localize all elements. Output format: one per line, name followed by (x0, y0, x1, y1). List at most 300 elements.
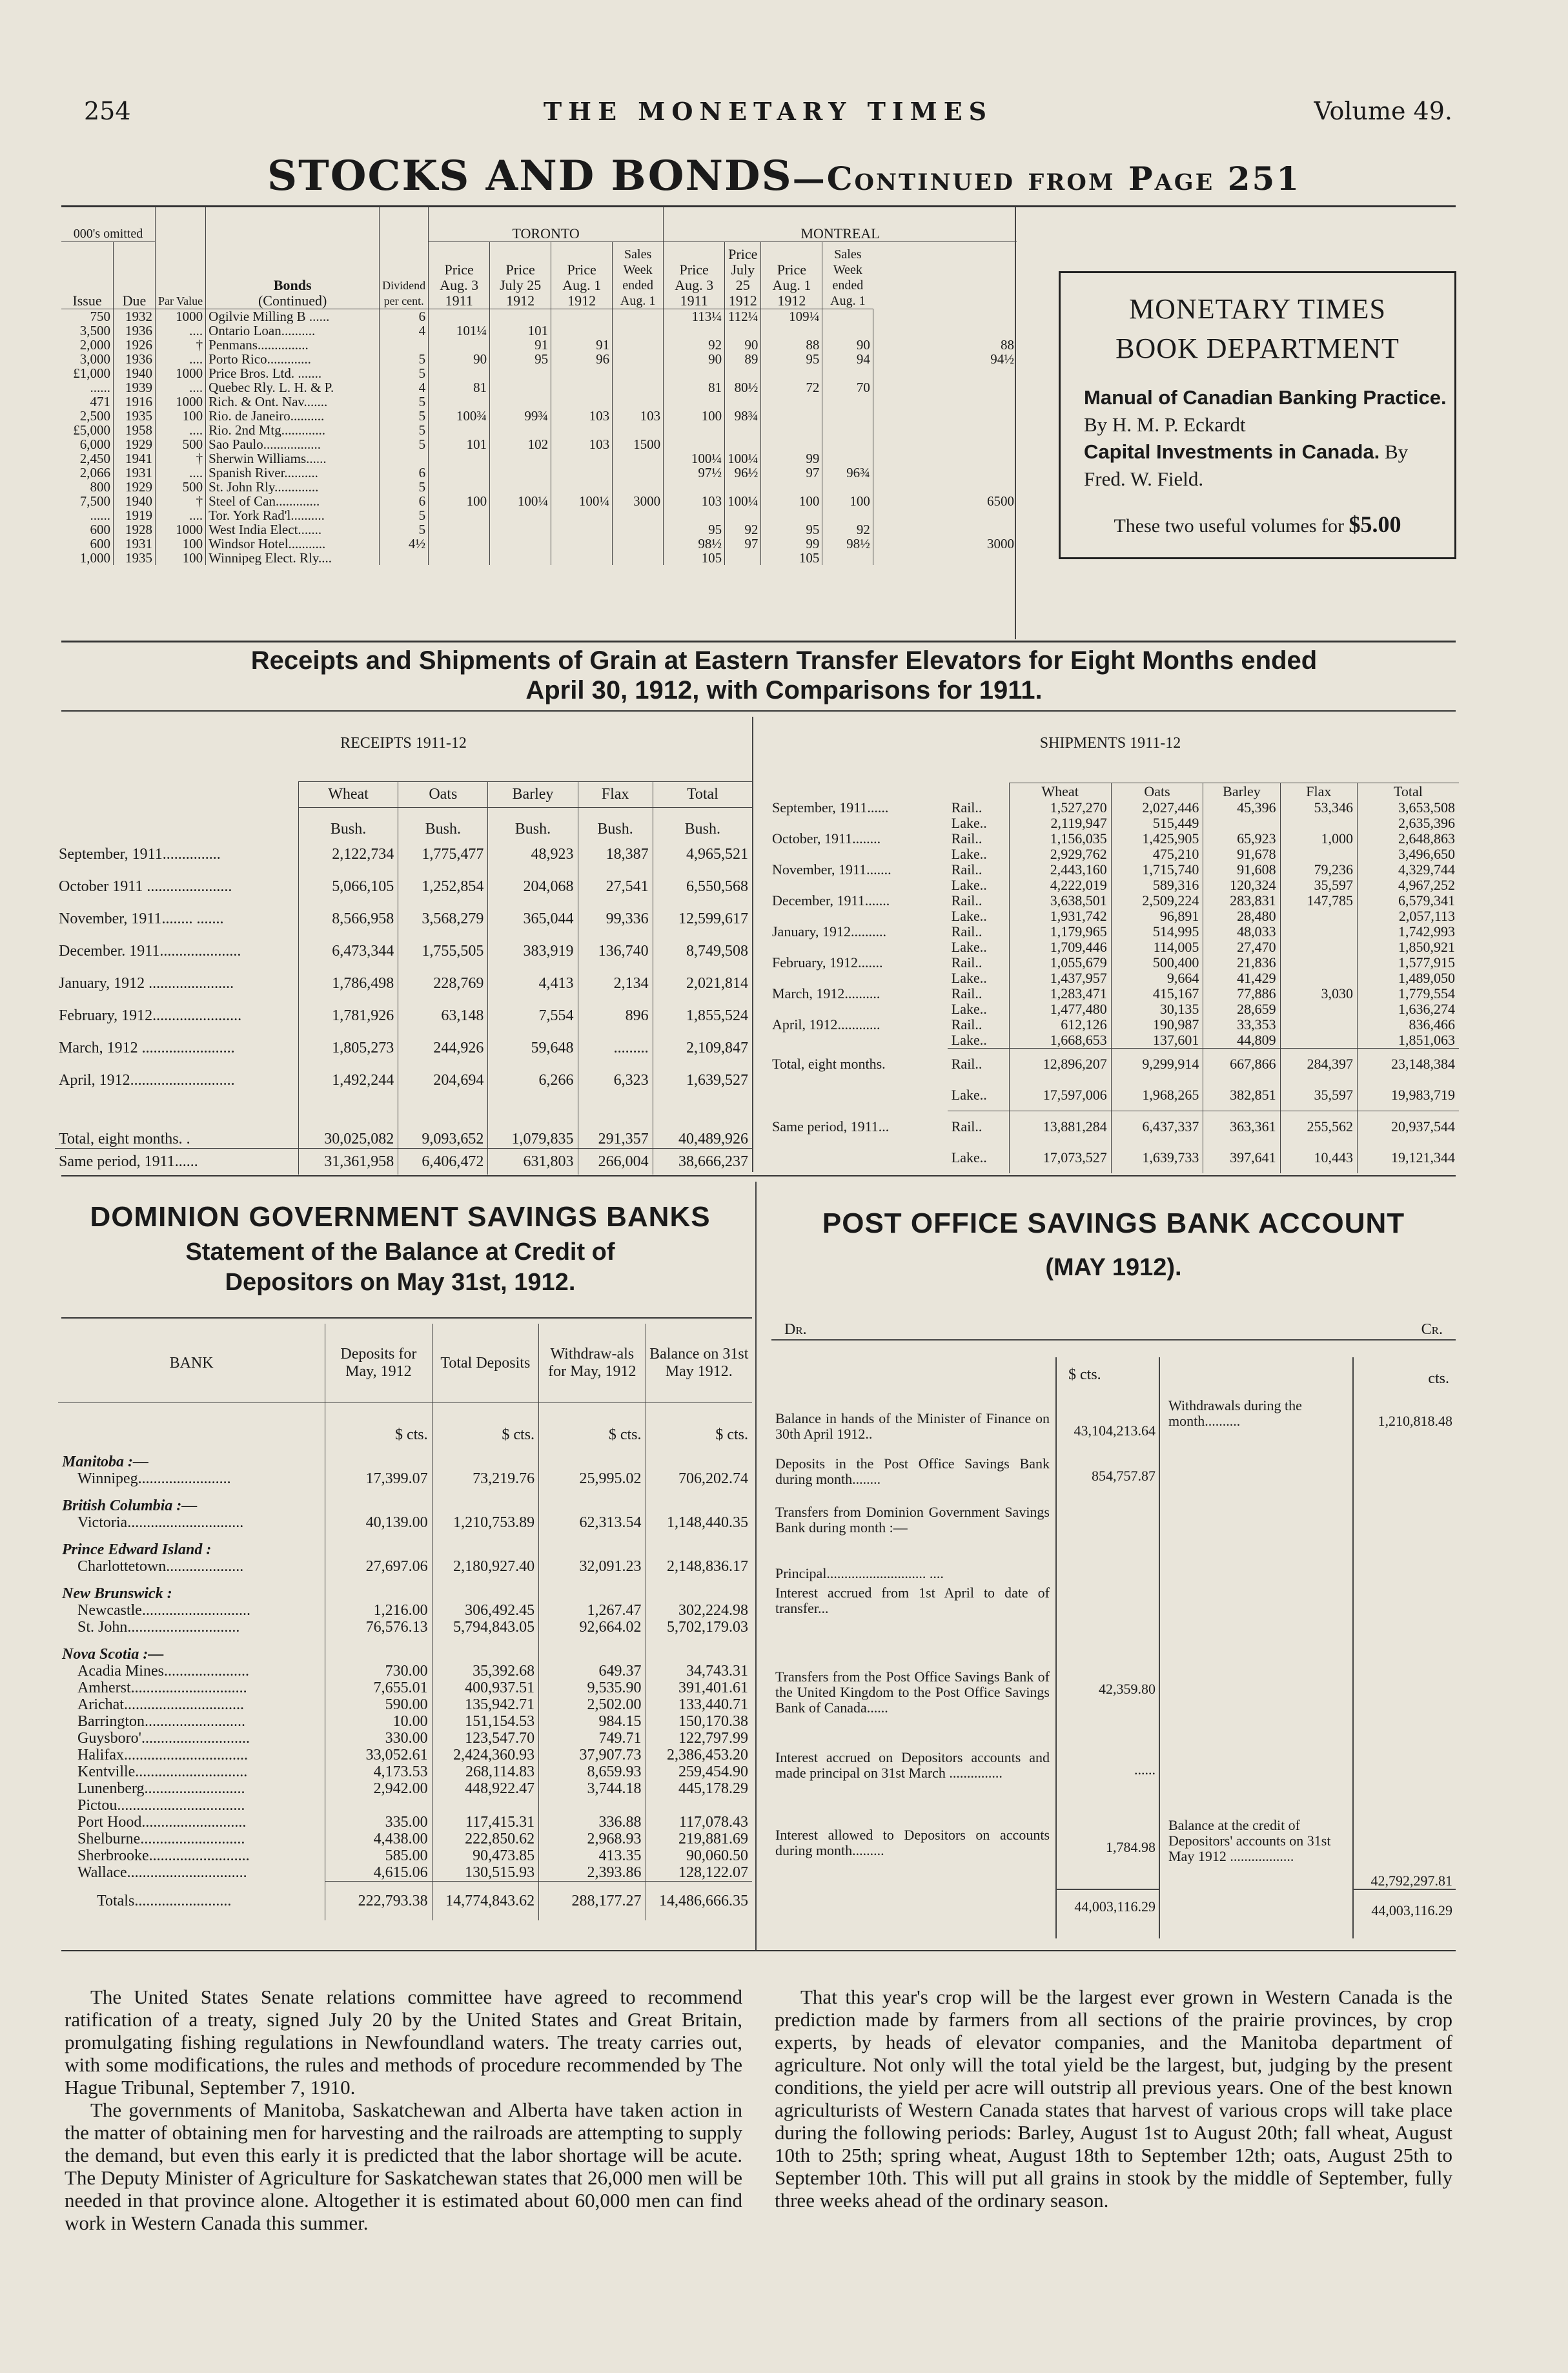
table-cell (490, 480, 551, 494)
dr-label: Dr. (784, 1321, 807, 1338)
table-cell (551, 466, 613, 480)
table-cell: 94 (822, 352, 873, 366)
table-cell: 130,515.93 (432, 1864, 538, 1882)
receipts-col-0: Wheat (298, 782, 398, 808)
table-cell (725, 480, 761, 494)
montreal-price-4: Price Aug. 1 1912 (761, 241, 822, 309)
table-cell: 3,000 (79, 351, 110, 366)
table-cell: 5 (380, 395, 429, 409)
table-cell: 103 (551, 437, 613, 451)
table-cell: 5 (380, 352, 429, 366)
stocks-right-rule (1015, 207, 1016, 639)
table-cell: 98½ (822, 537, 873, 551)
table-row (61, 338, 1017, 352)
shipments-table (768, 783, 1459, 1173)
paragraph: The United States Senate relations committee have agreed to recommend ratification of a treaty, signed July 20 by the United States and Great Britain, promulgating fishing regulations in Newfoundland waters. The treaty carries out, with some modifications, the rules and methods of procedure recommended by The Hague Tribunal, September 7, 1910. (65, 1986, 742, 2099)
table-cell (1280, 940, 1357, 955)
table-cell: 1,715,740 (1111, 862, 1203, 878)
post-item: Interest accrued on Depositors accounts and made principal on 31st March ............... (775, 1749, 1050, 1781)
table-cell: 101¼ (429, 324, 490, 338)
bank-name: Victoria.............................. (77, 1514, 244, 1531)
table-cell: 100 (761, 494, 822, 508)
table-cell: 113¼ (664, 309, 725, 324)
table-cell: 81 (429, 380, 490, 395)
table-cell: 6 (380, 309, 429, 324)
table-cell: 1929 (114, 480, 156, 494)
table-cell: 2,509,224 (1111, 893, 1203, 909)
table-cell (664, 366, 725, 380)
table-cell: 100¼ (551, 494, 613, 508)
issue-header: Issue (61, 241, 114, 309)
table-cell: 90,060.50 (646, 1847, 752, 1864)
table-cell (429, 508, 490, 522)
table-cell: 1929 (114, 437, 156, 451)
table-cell: .... (156, 324, 206, 338)
receipts-col-2: Barley (488, 782, 578, 808)
table-cell: 288,177.27 (539, 1882, 646, 1920)
table-cell (490, 508, 551, 522)
table-cell: 1,805,273 (298, 1032, 398, 1064)
table-cell: 6,266 (488, 1064, 578, 1096)
savings-col-3: Withdraw-als for May, 1912 (539, 1324, 646, 1403)
bank-name: Sherbrooke.......................... (77, 1847, 250, 1864)
table-cell: Lake.. (951, 1149, 987, 1166)
toronto-price-1: Price Aug. 3 1911 (429, 241, 490, 309)
table-cell: 5,702,179.03 (646, 1619, 752, 1636)
table-cell: February, 1912....... (772, 954, 883, 971)
table-cell (768, 847, 948, 862)
table-cell: Ontario Loan.......... (206, 324, 380, 338)
table-cell: 4,438.00 (325, 1831, 432, 1847)
bank-name: Shelburne........................... (77, 1831, 245, 1847)
table-cell: 136,740 (578, 935, 653, 967)
bank-name: Guysboro'............................ (77, 1730, 250, 1747)
table-cell (873, 451, 1017, 466)
table-cell: 5 (380, 437, 429, 451)
table-cell (873, 395, 1017, 409)
table-cell: 117,078.43 (646, 1814, 752, 1831)
table-cell: 89 (725, 352, 761, 366)
table-cell: 100 (156, 409, 206, 423)
table-cell: October 1911 ...................... (59, 878, 232, 895)
table-cell (822, 437, 873, 451)
table-cell: 3000 (613, 494, 664, 508)
table-row (768, 1142, 1459, 1173)
table-cell (613, 338, 664, 352)
province-label: New Brunswick : (62, 1585, 172, 1602)
province-label: Nova Scotia :— (62, 1646, 164, 1663)
table-cell: 103 (551, 409, 613, 423)
dividend-header: Dividend per cent. (380, 207, 429, 309)
receipts-col-1: Oats (398, 782, 488, 808)
table-cell: Spanish River.......... (206, 466, 380, 480)
table-cell: 222,793.38 (325, 1882, 432, 1920)
table-cell: 3,568,279 (398, 903, 488, 935)
table-cell: March, 1912.......... (772, 985, 881, 1002)
table-cell: 32,091.23 (539, 1558, 646, 1575)
table-cell: 28,480 (1203, 909, 1280, 924)
rule-4 (61, 1175, 1456, 1176)
page-header (84, 97, 1452, 136)
table-row (58, 1696, 752, 1713)
table-cell (490, 451, 551, 466)
table-cell: 91 (490, 338, 551, 352)
table-cell: 3,744.18 (539, 1780, 646, 1797)
bank-name: Acadia Mines...................... (77, 1663, 249, 1680)
montreal-sales: Sales Week ended Aug. 1 (822, 241, 873, 309)
rule-2 (61, 641, 1456, 642)
article-left (65, 1986, 742, 2234)
table-row (61, 409, 1017, 423)
unit-right: cts. (1428, 1370, 1449, 1387)
table-cell (429, 551, 490, 565)
table-cell: 6 (380, 466, 429, 480)
table-cell (1203, 816, 1280, 831)
bonds-header: Bonds (Continued) (206, 207, 380, 309)
bank-name: Wallace............................... (77, 1864, 247, 1882)
table-row (58, 1443, 752, 1470)
table-cell: 706,202.74 (646, 1470, 752, 1487)
post-item-value: 854,757.87 (1092, 1468, 1156, 1484)
table-cell (664, 395, 725, 409)
table-cell: 73,219.76 (432, 1470, 538, 1487)
table-cell: 95 (664, 522, 725, 537)
table-cell: 17,073,527 (1009, 1142, 1111, 1173)
table-cell (664, 508, 725, 522)
book-department-ad (1059, 271, 1456, 559)
table-cell (551, 537, 613, 551)
table-cell: 90 (725, 338, 761, 352)
withdrawals-value: 1,210,818.48 (1378, 1413, 1452, 1429)
table-cell: 19,121,344 (1357, 1142, 1459, 1173)
savings-table: BANK Deposits for May, 1912 Total Deposits Withdraw-als for May, 1912 Balance on 31st May 1912. $ cts. $ cts. $ cts. $ cts. Manitoba :— Winnipeg........................ 17,399.07 73,219.76 25,995.02 706,202.74 British Columbia :— Victoria.............................. 40,139.00 1,210,753.89 62,313.54 1,148,440.35 Prince Edward Island : Charlottetown.................... 27,697.06 2,180,927.40 32,091.23 2,148,836.17 New Brunswick : Newcastle............................ 1,216.00 306,492.45 1,267.47 302,224.98 St. John............................. 76,576.13 5,794,843.05 92,664.02 5,702,179.03 Nova Scotia :— Acadia Mines...................... 730.00 35,392.68 649.37 34,743.31 Amherst.............................. 7,655.01 400,937.51 9,535.90 391,401.61 Arichat............................... 590.00 135,942.71 2,502.00 133,440.71 Barrington.......................... 10.00 151,154.53 984.15 150,170.38 Guysboro'............................ 330.00 123,547.70 749.71 122,797.99 Halifax................................ 33,052.61 2,424,360.93 37,907.73 2,386,453.20 Kentville............................. 4,173.53 268,114.83 8,659.93 259,454.90 Lunenberg.......................... 2,942.00 448,922.47 3,744.18 445,178.29 Pictou................................. Port Hood........................... 335.00 117,415.31 336.88 117,078.43 Shelburne........................... 4,438.00 222,850.62 2,968.93 219,881.69 Sherbrooke.......................... 585.00 90,473.85 413.35 90,060.50 Wallace............................... 4,615.06 130,515.93 2,393.86 128,122.07 Totals......................... 222,793.38 14,774,843.62 288,177.27 14,486,666.35 (58, 1324, 752, 1920)
table-row (55, 838, 752, 870)
table-row (768, 1080, 1459, 1111)
bank-name: Arichat............................... (77, 1696, 244, 1713)
table-cell: 92 (664, 338, 725, 352)
table-cell: 4,413 (488, 967, 578, 1000)
post-account (771, 1311, 1456, 1944)
table-cell (613, 480, 664, 494)
table-cell (613, 309, 664, 324)
table-cell: £5,000 (73, 422, 110, 437)
table-cell: 1,851,063 (1357, 1032, 1459, 1049)
left-total-rule (1057, 1889, 1159, 1890)
table-cell (490, 309, 551, 324)
table-cell: 800 (90, 479, 110, 494)
table-cell: Lake.. (951, 815, 987, 831)
table-cell: 1941 (114, 451, 156, 466)
table-cell: 1,786,498 (298, 967, 398, 1000)
table-cell (551, 423, 613, 437)
table-cell: 33,353 (1203, 1017, 1280, 1032)
table-cell (873, 423, 1017, 437)
table-cell: Lake.. (951, 1032, 987, 1048)
shipments-title: SHIPMENTS 1911-12 (1039, 735, 1181, 752)
table-cell: 103 (613, 409, 664, 423)
table-cell: 2,066 (79, 465, 110, 480)
post-item: Transfers from Dominion Government Savings Bank during month :— (775, 1504, 1050, 1536)
table-cell: 5 (380, 480, 429, 494)
table-cell: 1,668,653 (1009, 1032, 1111, 1049)
table-cell: 363,361 (1203, 1111, 1280, 1143)
table-cell (613, 551, 664, 565)
table-cell: 8,566,958 (298, 903, 398, 935)
table-cell: Rail.. (951, 830, 983, 847)
table-cell: 6,579,341 (1357, 893, 1459, 909)
bank-name: Barrington.......................... (77, 1713, 245, 1730)
table-cell: 80½ (725, 380, 761, 395)
post-item: Transfers from the Post Office Savings Bank of the United Kingdom to the Post Office Savings Bank of Canada...... (775, 1669, 1050, 1716)
table-cell: West India Elect....... (206, 522, 380, 537)
table-cell: 2,942.00 (325, 1780, 432, 1797)
table-cell: 1,779,554 (1357, 986, 1459, 1002)
table-row (61, 508, 1017, 522)
table-cell (725, 324, 761, 338)
table-cell: 90 (429, 352, 490, 366)
table-cell: 228,769 (398, 967, 488, 1000)
table-cell: 1,000 (1280, 831, 1357, 847)
bank-name: Halifax................................ (77, 1747, 248, 1763)
table-cell: Rich. & Ont. Nav....... (206, 395, 380, 409)
table-cell: 9,664 (1111, 971, 1203, 986)
table-cell: 984.15 (539, 1713, 646, 1730)
table-cell: 94½ (873, 352, 1017, 366)
table-cell: 20,937,544 (1357, 1111, 1459, 1143)
table-row (61, 437, 1017, 451)
table-cell: 896 (578, 1000, 653, 1032)
table-cell: .... (156, 380, 206, 395)
table-cell: Rail.. (948, 1049, 1009, 1080)
table-cell: Penmans............... (206, 338, 380, 352)
table-cell (873, 466, 1017, 480)
table-cell: ......... (578, 1032, 653, 1064)
table-cell: 9,535.90 (539, 1680, 646, 1696)
table-cell: 4,615.06 (325, 1864, 432, 1882)
section-banner (0, 152, 1568, 200)
table-cell: 99,336 (578, 903, 653, 935)
table-cell: 649.37 (539, 1663, 646, 1680)
toronto-sales: Sales Week ended Aug. 1 (613, 241, 664, 309)
table-cell: 7,500 (79, 493, 110, 508)
table-cell (613, 537, 664, 551)
table-cell: 100 (822, 494, 873, 508)
rule-5 (61, 1950, 1456, 1951)
table-row (58, 1636, 752, 1663)
table-cell: 7,655.01 (325, 1680, 432, 1696)
table-row: Same period, 1911... Rail.. 13,881,284 6,437,337 363,361 255,562 20,937,544 (768, 1111, 1459, 1143)
table-cell: 2,021,814 (653, 967, 752, 1000)
table-cell: 400,937.51 (432, 1680, 538, 1696)
table-cell (1280, 1032, 1357, 1049)
volume-label: Volume 49. (1314, 97, 1452, 125)
table-cell: 1,267.47 (539, 1602, 646, 1619)
table-cell: 4,222,019 (1009, 878, 1111, 893)
table-cell: 1,216.00 (325, 1602, 432, 1619)
table-row (61, 480, 1017, 494)
table-cell: 515,449 (1111, 816, 1203, 831)
table-cell: 109¼ (761, 309, 822, 324)
table-cell (429, 537, 490, 551)
table-cell: Lake.. (951, 1087, 987, 1103)
table-cell: 1,425,905 (1111, 831, 1203, 847)
table-cell: 76,576.13 (325, 1619, 432, 1636)
table-row (58, 1558, 752, 1575)
table-cell (1280, 847, 1357, 862)
table-cell: 95 (490, 352, 551, 366)
table-cell: 30,135 (1111, 1002, 1203, 1017)
table-cell: 90 (664, 352, 725, 366)
table-cell: 18,387 (578, 838, 653, 870)
table-cell: 41,429 (1203, 971, 1280, 986)
table-cell: Price Bros. Ltd. ....... (206, 366, 380, 380)
table-cell: 3,030 (1280, 986, 1357, 1002)
table-cell: 514,995 (1111, 924, 1203, 940)
table-cell: 100 (156, 537, 206, 551)
table-cell: 30,025,082 (298, 1096, 398, 1149)
table-cell: 1,489,050 (1357, 971, 1459, 986)
montreal-header: MONTREAL (664, 207, 1017, 241)
table-cell: 5 (380, 522, 429, 537)
table-cell (873, 508, 1017, 522)
ad-title-2: BOOK DEPARTMENT (1115, 333, 1400, 364)
table-cell: 13,881,284 (1009, 1111, 1111, 1143)
table-cell (613, 366, 664, 380)
ad-price: These two useful volumes for $5.00 (1114, 511, 1401, 537)
table-cell (768, 1002, 948, 1017)
paragraph: That this year's crop will be the largest ever grown in Western Canada is the prediction made by farmers from all sections of the prairie provinces, by crop experts, by heads of elevator companies, and the Manitoba department of agriculture. Not only will the total yield be the largest, but, judging by the present conditions, the yield per acre will outstrip all previous years. One of the best known agriculturists of Western Canada states that harvest of various crops will take place during the following periods: Barley, August 1st to August 20th; fall wheat, August 10th to 25th; spring wheat, August 18th to September 12th; oats, August 25th to September 10th. This will put all grains in stook by the middle of September, fully three weeks ahead of the ordinary season. (775, 1986, 1452, 2212)
table-cell (873, 437, 1017, 451)
montreal-price-2: Price July 25 1912 (725, 241, 761, 309)
table-cell: Rio. 2nd Mtg............. (206, 423, 380, 437)
montreal-price-1: Price Aug. 3 1911 (664, 241, 725, 309)
table-cell: 1,775,477 (398, 838, 488, 870)
table-cell: 105 (664, 551, 725, 565)
table-row (768, 1032, 1459, 1049)
table-cell: 1,855,524 (653, 1000, 752, 1032)
table-cell: 147,785 (1280, 893, 1357, 909)
table-cell: 730.00 (325, 1663, 432, 1680)
table-cell (1280, 924, 1357, 940)
table-cell (380, 551, 429, 565)
table-cell: 114,005 (1111, 940, 1203, 955)
table-cell (873, 551, 1017, 565)
table-row (58, 1763, 752, 1780)
table-cell (1280, 955, 1357, 971)
table-cell: Porto Rico............. (206, 352, 380, 366)
totals-row: Totals......................... 222,793.38 14,774,843.62 288,177.27 14,486,666.35 (58, 1882, 752, 1920)
table-cell: 2,057,113 (1357, 909, 1459, 924)
table-cell: 3000 (873, 537, 1017, 551)
table-cell: 1928 (114, 522, 156, 537)
table-cell: 98¾ (725, 409, 761, 423)
table-row (768, 986, 1459, 1002)
table-cell: 2,180,927.40 (432, 1558, 538, 1575)
table-cell: 135,942.71 (432, 1696, 538, 1713)
table-cell: 3,653,508 (1357, 800, 1459, 816)
table-cell (664, 480, 725, 494)
table-cell: 589,316 (1111, 878, 1203, 893)
due-header: Due (114, 241, 156, 309)
table-cell: 3,500 (79, 323, 110, 338)
table-cell (822, 395, 873, 409)
table-cell: 1936 (114, 324, 156, 338)
table-row (768, 893, 1459, 909)
table-cell: 1000 (156, 309, 206, 324)
table-cell: Sherwin Williams...... (206, 451, 380, 466)
table-cell (725, 437, 761, 451)
table-cell (490, 380, 551, 395)
table-cell: 336.88 (539, 1814, 646, 1831)
table-cell: 90,473.85 (432, 1847, 538, 1864)
table-cell: 38,666,237 (653, 1149, 752, 1175)
table-cell: 749.71 (539, 1730, 646, 1747)
table-cell: ...... (90, 380, 110, 395)
table-cell: 100¼ (490, 494, 551, 508)
table-row (61, 366, 1017, 380)
table-cell (613, 380, 664, 395)
table-cell: 96¾ (822, 466, 873, 480)
table-row (58, 1602, 752, 1619)
table-cell (380, 451, 429, 466)
table-cell: October, 1911........ (772, 830, 881, 847)
table-cell: 1,931,742 (1009, 909, 1111, 924)
table-cell: 100¼ (725, 494, 761, 508)
table-cell: 5,066,105 (298, 870, 398, 903)
table-cell: 2,134 (578, 967, 653, 1000)
table-cell: January, 1912 ...................... (59, 974, 234, 992)
table-cell: 335.00 (325, 1814, 432, 1831)
table-cell: 600 (90, 522, 110, 537)
table-cell (725, 508, 761, 522)
table-cell (768, 816, 948, 831)
table-cell: 91 (551, 338, 613, 352)
table-cell: 95 (761, 352, 822, 366)
bank-name: Lunenberg.......................... (77, 1780, 245, 1797)
table-cell: Quebec Rly. L. H. & P. (206, 380, 380, 395)
table-cell: 259,454.90 (646, 1763, 752, 1780)
table-cell (1280, 1017, 1357, 1032)
table-cell: 1000 (156, 522, 206, 537)
unit-left: $ cts. (1068, 1366, 1101, 1383)
shipments-header-row (768, 783, 1459, 801)
table-cell: 1,179,965 (1009, 924, 1111, 940)
table-row (61, 466, 1017, 480)
table-cell: 2,443,160 (1009, 862, 1111, 878)
table-cell (873, 522, 1017, 537)
table-cell: September, 1911............... (59, 845, 221, 863)
table-cell (551, 380, 613, 395)
table-cell: 10,443 (1280, 1142, 1357, 1173)
table-cell (490, 395, 551, 409)
table-cell: 415,167 (1111, 986, 1203, 1002)
table-cell: 44,809 (1203, 1032, 1280, 1049)
table-cell: 150,170.38 (646, 1713, 752, 1730)
table-cell: Rail.. (951, 954, 983, 971)
table-row (768, 1017, 1459, 1032)
table-cell: 4 (380, 324, 429, 338)
table-row (61, 309, 1017, 324)
receipts-table (55, 781, 752, 1175)
table-cell (761, 395, 822, 409)
table-cell (761, 480, 822, 494)
table-row (61, 537, 1017, 551)
table-cell: Tor. York Rad'l.......... (206, 508, 380, 522)
table-cell: 1,156,035 (1009, 831, 1111, 847)
table-cell: 1,283,471 (1009, 986, 1111, 1002)
table-cell (761, 423, 822, 437)
table-cell (539, 1797, 646, 1814)
